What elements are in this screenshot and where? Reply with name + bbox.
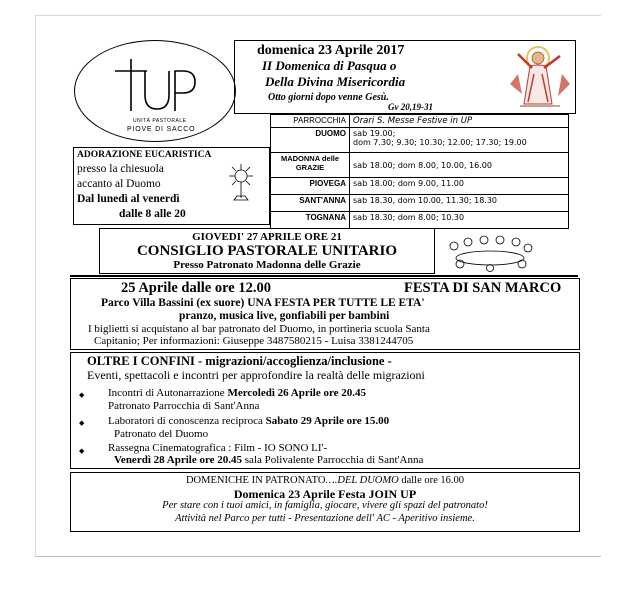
- up-logo: [74, 40, 236, 142]
- marco-tickets: I biglietti si acquistano al bar patronato del Duomo, in portineria scuola Santa: [88, 323, 430, 335]
- table-header-row: [271, 115, 569, 128]
- header-mercy: Della Divina Misericordia: [265, 74, 406, 89]
- migrations-title: OLTRE I CONFINI - migrazioni/accoglienza/inclusione -: [87, 354, 392, 368]
- event-2-date: Sabato 29 Aprile ore 15.00: [265, 415, 390, 427]
- council-place: Presso Patronato Madonna delle Grazie: [173, 259, 361, 271]
- divider: [70, 275, 578, 277]
- sunday-header: [234, 40, 576, 114]
- event-1-date: Mercoledì 26 Aprile ore 20.45: [227, 387, 367, 399]
- parish-name: PIOVEGA: [271, 178, 350, 195]
- parish-hours: sab 18.00; dom 8.00, 10.00, 16.00: [350, 153, 569, 178]
- sundays-place: ….DEL DUOMO: [325, 475, 399, 486]
- council-title: CONSIGLIO PASTORALE UNITARIO: [136, 243, 398, 259]
- sundays-desc: Per stare con i tuoi amici, in famiglia, giocare, vivere gli spazi del patronato!: [162, 500, 488, 511]
- sundays-time: dalle ore 16.00: [398, 475, 465, 486]
- bullet-icon: ◆: [79, 419, 85, 427]
- event-1-place: Patronato Parrocchia di Sant'Anna: [108, 400, 260, 412]
- event-2: [108, 415, 389, 427]
- marco-activities: pranzo, musica live, gonfiabili per bambini: [179, 310, 390, 322]
- monstrance-icon: [224, 162, 258, 204]
- council-box: [99, 228, 435, 274]
- parish-hours-sun: dom 7.30; 9.30; 10.30; 12.00; 17.30; 19.00: [353, 138, 527, 147]
- bullet-icon: ◆: [79, 447, 85, 455]
- header-date: domenica 23 Aprile 2017: [257, 43, 405, 58]
- marco-title: FESTA DI SAN MARCO: [404, 280, 562, 296]
- logo-subtitle: UNITÀ PASTORALE: [133, 118, 187, 124]
- table-row: [271, 195, 569, 212]
- sundays-box: [70, 472, 580, 532]
- event-3-date: Venerdì 28 Aprile ore 20.45: [114, 454, 243, 466]
- header-sunday: II Domenica di Pasqua o: [262, 58, 397, 73]
- table-row: [271, 153, 569, 178]
- up-logo-mark: [113, 49, 203, 119]
- sundays-title: DOMENICHE IN PATRONATO: [185, 475, 326, 486]
- parish-name: DUOMO: [271, 128, 350, 153]
- migrations-subtitle: Eventi, spettacoli e incontri per approfondire la realtà delle migrazioni: [87, 368, 425, 382]
- migrations-box: [70, 352, 580, 469]
- meeting-people-drawing: [440, 232, 540, 272]
- marco-location: Parco Villa Bassini (ex suore) UNA FESTA PER TUTTE LE ETA': [101, 297, 425, 309]
- sundays-header: [71, 475, 579, 486]
- parish-hours: sab 18.00; dom 9.00, 11.00: [350, 178, 569, 195]
- parish-hours: [350, 128, 569, 153]
- table-row: [271, 178, 569, 195]
- header-gospel-ref: Gv 20,19-31: [388, 102, 433, 112]
- parish-name: TOGNANA: [271, 212, 350, 229]
- bullet-icon: ◆: [79, 391, 85, 399]
- event-2-name: Laboratori di conoscenza reciproca: [108, 415, 266, 427]
- table-row: [271, 128, 569, 153]
- adoration-days: Dal lunedì al venerdì: [77, 193, 180, 205]
- event-2-place: Patronato del Duomo: [114, 428, 209, 440]
- san-marco-box: [70, 278, 580, 350]
- parish-hours: sab 18.30; dom 8.00; 10.30: [350, 212, 569, 229]
- parish-hours-sat: sab 19.00;: [353, 129, 396, 138]
- header-hours: Orari S. Messe Festive in UP: [350, 115, 569, 128]
- event-3-place: sala Polivalente Parrocchia di Sant'Anna: [242, 454, 424, 466]
- marco-contacts: Capitanio; Per informazioni: Giuseppe 3487580215 - Luisa 3381244705: [94, 335, 414, 347]
- event-3: [114, 454, 423, 466]
- sundays-activities: Attività nel Parco per tutti - Presentazione dell' AC - Aperitivo insieme.: [175, 513, 475, 524]
- logo-place: PIOVE DI SACCO: [127, 126, 196, 133]
- adoration-place2: accanto al Duomo: [77, 178, 161, 190]
- marco-date: 25 Aprile dalle ore 12.00: [121, 280, 271, 296]
- event-1-name: Incontri di Autonarrazione: [108, 387, 228, 399]
- adoration-box: [73, 147, 270, 225]
- event-3-name: Rassegna Cinematografica : Film - IO SONO LI'-: [108, 442, 328, 454]
- parish-name: SANT'ANNA: [271, 195, 350, 212]
- header-parish: PARROCCHIA: [271, 115, 350, 128]
- parish-name: MADONNA delle GRAZIE: [271, 153, 350, 178]
- event-1: [108, 387, 366, 399]
- adoration-place: presso la chiesuola: [77, 163, 164, 175]
- risen-christ-image: [508, 44, 572, 110]
- adoration-hours: dalle 8 alle 20: [119, 208, 186, 220]
- sundays-event: Domenica 23 Aprile Festa JOIN UP: [233, 487, 417, 501]
- council-date: GIOVEDI' 27 APRILE ORE 21: [192, 231, 342, 243]
- mass-schedule-table: [270, 114, 569, 229]
- parish-hours: sab 18.30, dom 10.00, 11.30; 18.30: [350, 195, 569, 212]
- header-gospel: Otto giorni dopo venne Gesù.: [268, 92, 389, 103]
- table-row: [271, 212, 569, 229]
- adoration-title: ADORAZIONE EUCARISTICA: [77, 150, 212, 160]
